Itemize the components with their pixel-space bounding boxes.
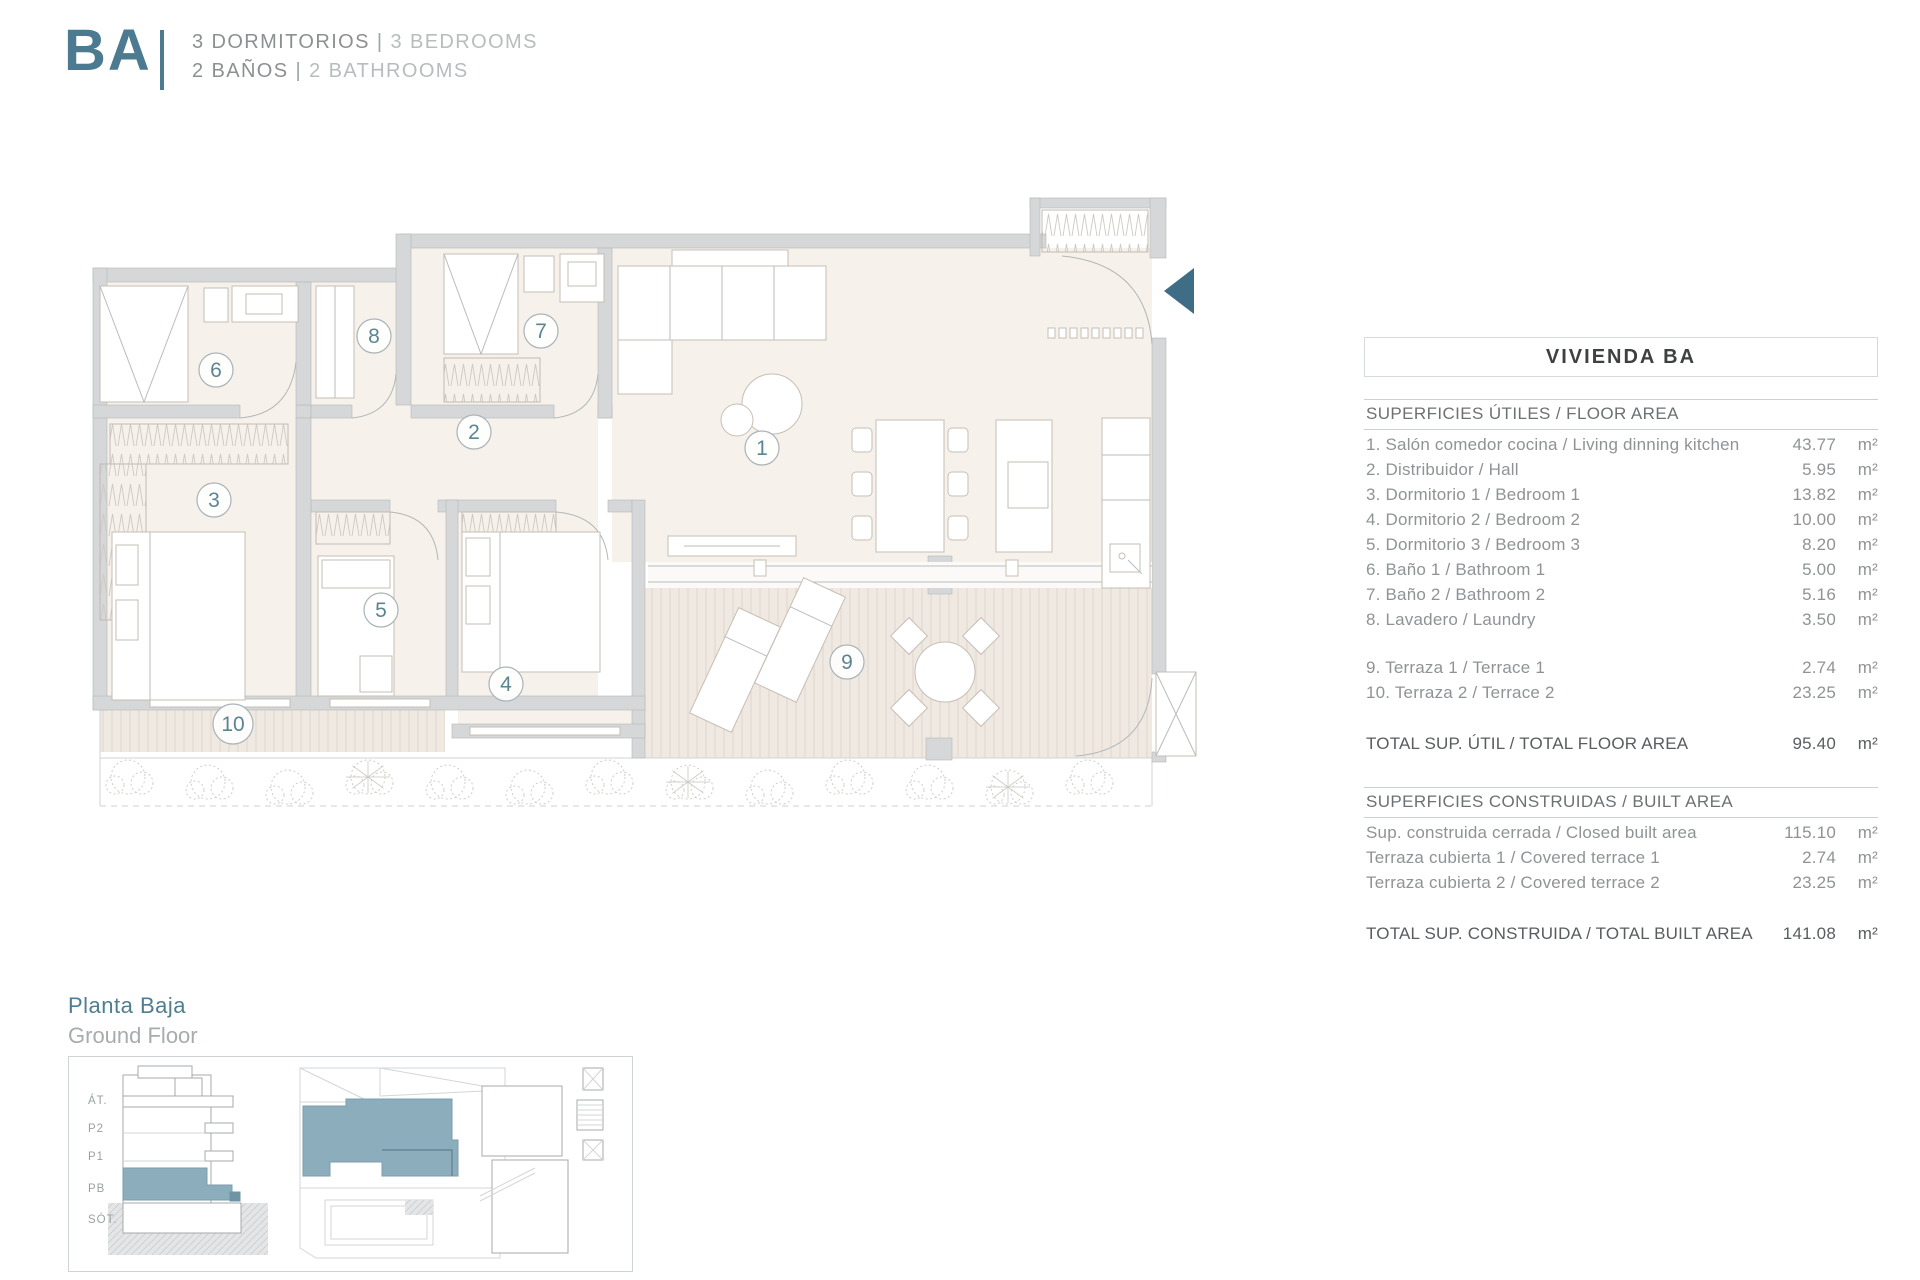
room-number: 4 [500, 673, 512, 696]
row-label: Terraza cubierta 1 / Covered terrace 1 [1366, 847, 1660, 867]
wardrobe [316, 512, 390, 544]
pillow [466, 586, 490, 624]
room-number: 1 [756, 437, 768, 460]
row-label: 10. Terraza 2 / Terrace 2 [1366, 682, 1555, 702]
pillow [116, 600, 138, 640]
table-sections [1364, 399, 1878, 947]
row-group [1364, 432, 1878, 632]
area-row [1364, 557, 1878, 582]
sofa-chaise [618, 340, 672, 394]
toilet [204, 288, 228, 322]
row-unit: m² [1857, 609, 1878, 629]
side-table [360, 656, 392, 692]
bathrooms-en: 2 BATHROOMS [309, 60, 469, 82]
row-value: 13.82 [1792, 484, 1836, 504]
row-label: TOTAL SUP. ÚTIL / TOTAL FLOOR AREA [1366, 734, 1689, 753]
wardrobe [110, 424, 288, 464]
outdoor-table [915, 642, 975, 702]
area-row [1364, 457, 1878, 482]
laundry [316, 286, 354, 398]
room-number: 3 [208, 489, 220, 512]
row-value: 95.40 [1792, 734, 1836, 753]
section-header: SUPERFICIES CONSTRUIDAS / BUILT AREA [1366, 792, 1734, 811]
area-row [1364, 532, 1878, 557]
row-group [1364, 820, 1878, 895]
vanity [232, 286, 298, 322]
bedrooms-line [192, 31, 538, 54]
row-unit: m² [1857, 682, 1878, 702]
plant [506, 770, 553, 804]
terrace-2 [100, 710, 445, 752]
floor-caption-en: Ground Floor [68, 1023, 198, 1048]
total-row [1364, 731, 1878, 757]
plant [826, 760, 873, 794]
shower [100, 286, 188, 402]
table-title: VIVIENDA BA [1364, 337, 1878, 377]
room-number: 6 [210, 359, 222, 382]
entrance-arrow-icon [1164, 268, 1194, 314]
vanity [560, 254, 604, 302]
row-value: 8.20 [1802, 534, 1836, 554]
row-group [1364, 655, 1878, 705]
row-value: 2.74 [1802, 847, 1836, 867]
area-table [1364, 337, 1878, 947]
room-number: 5 [375, 599, 387, 622]
row-value: 10.00 [1792, 509, 1836, 529]
chair [948, 516, 968, 540]
area-row [1364, 680, 1878, 705]
area-row [1364, 845, 1878, 870]
level-label: SÓT. [88, 1214, 118, 1226]
row-value: 5.00 [1802, 559, 1836, 579]
level-label: PB [88, 1183, 106, 1195]
row-label: 4. Dormitorio 2 / Bedroom 2 [1366, 509, 1581, 529]
table-section [1364, 787, 1878, 947]
row-unit: m² [1857, 434, 1878, 454]
pillow [322, 560, 390, 588]
bedrooms-en: 3 BEDROOMS [390, 31, 538, 53]
row-value: 5.16 [1802, 584, 1836, 604]
separator: | [376, 31, 384, 53]
row-label: Terraza cubierta 2 / Covered terrace 2 [1366, 872, 1660, 892]
chair [948, 428, 968, 452]
pillow [466, 538, 490, 576]
row-value: 3.50 [1802, 609, 1836, 629]
toilet [524, 256, 554, 292]
living-window-band [648, 560, 1152, 588]
row-label: 1. Salón comedor cocina / Living dinning kitchen [1366, 434, 1740, 454]
kitchen-island [996, 420, 1052, 552]
area-row [1364, 507, 1878, 532]
row-label: 7. Baño 2 / Bathroom 2 [1366, 584, 1546, 604]
plant [906, 765, 953, 799]
area-row [1364, 870, 1878, 895]
area-row [1364, 482, 1878, 507]
row-unit: m² [1857, 822, 1878, 842]
plant [346, 760, 393, 794]
kitchen-counter [1102, 418, 1150, 588]
row-value: 115.10 [1784, 822, 1836, 842]
level-label: ÁT. [88, 1095, 108, 1107]
plant [986, 770, 1033, 804]
row-unit: m² [1857, 484, 1878, 504]
plant [186, 765, 233, 799]
row-value: 141.08 [1782, 924, 1836, 943]
bathrooms-es: 2 BAÑOS [192, 60, 289, 82]
row-unit: m² [1857, 584, 1878, 604]
total-row [1364, 921, 1878, 947]
floor-caption [68, 993, 198, 1049]
closet [444, 358, 540, 402]
level-label: P2 [88, 1123, 105, 1135]
room-number: 7 [535, 320, 547, 343]
brand-divider [160, 30, 164, 90]
bedrooms-es: 3 DORMITORIOS [192, 31, 370, 53]
dining-table [876, 420, 944, 552]
row-unit: m² [1857, 657, 1878, 677]
area-row [1364, 432, 1878, 457]
bedroom-2 [462, 512, 600, 672]
plant [426, 765, 473, 799]
area-row [1364, 820, 1878, 845]
chair [852, 472, 872, 496]
row-label: 5. Dormitorio 3 / Bedroom 3 [1366, 534, 1581, 554]
section-header: SUPERFICIES ÚTILES / FLOOR AREA [1366, 404, 1679, 423]
area-row [1364, 582, 1878, 607]
terrace-side-closet [1156, 672, 1196, 756]
row-value: 23.25 [1792, 872, 1836, 892]
row-unit: m² [1857, 559, 1878, 579]
shower [444, 254, 518, 354]
room-number: 8 [368, 325, 380, 348]
plant [106, 760, 153, 794]
plant [666, 765, 713, 799]
row-unit: m² [1857, 924, 1878, 943]
room-number: 2 [468, 421, 480, 444]
plant [266, 770, 313, 804]
bathrooms-line [192, 60, 538, 83]
row-label: 6. Baño 1 / Bathroom 1 [1366, 559, 1546, 579]
row-unit: m² [1857, 509, 1878, 529]
row-unit: m² [1857, 734, 1878, 753]
row-label: 8. Lavadero / Laundry [1366, 609, 1536, 629]
chair [948, 472, 968, 496]
plant [586, 760, 633, 794]
plant [746, 770, 793, 804]
row-label: 3. Dormitorio 1 / Bedroom 1 [1366, 484, 1581, 504]
level-label: P1 [88, 1151, 105, 1163]
coffee-table [721, 404, 753, 436]
pillow [116, 545, 138, 585]
brand-logo: BA [64, 18, 152, 83]
row-unit: m² [1857, 534, 1878, 554]
room-number: 9 [841, 651, 853, 674]
entrance-closet [1042, 210, 1148, 252]
row-value: 2.74 [1802, 657, 1836, 677]
row-unit: m² [1857, 459, 1878, 479]
area-row [1364, 607, 1878, 632]
plant [1066, 760, 1113, 794]
separator: | [295, 60, 303, 82]
row-label: 9. Terraza 1 / Terrace 1 [1366, 657, 1545, 677]
row-value: 43.77 [1792, 434, 1836, 454]
table-section [1364, 399, 1878, 757]
chair [852, 516, 872, 540]
row-unit: m² [1857, 847, 1878, 867]
row-unit: m² [1857, 872, 1878, 892]
shoe-rack [1048, 328, 1143, 338]
room-number: 10 [221, 713, 245, 736]
floor-caption-es: Planta Baja [68, 993, 187, 1018]
row-label: 2. Distribuidor / Hall [1366, 459, 1519, 479]
row-value: 23.25 [1792, 682, 1836, 702]
row-label: TOTAL SUP. CONSTRUIDA / TOTAL BUILT AREA [1366, 924, 1753, 943]
chair [852, 428, 872, 452]
row-label: Sup. construida cerrada / Closed built area [1366, 822, 1697, 842]
area-row [1364, 655, 1878, 680]
row-value: 5.95 [1802, 459, 1836, 479]
minimap-frame [68, 1056, 633, 1272]
